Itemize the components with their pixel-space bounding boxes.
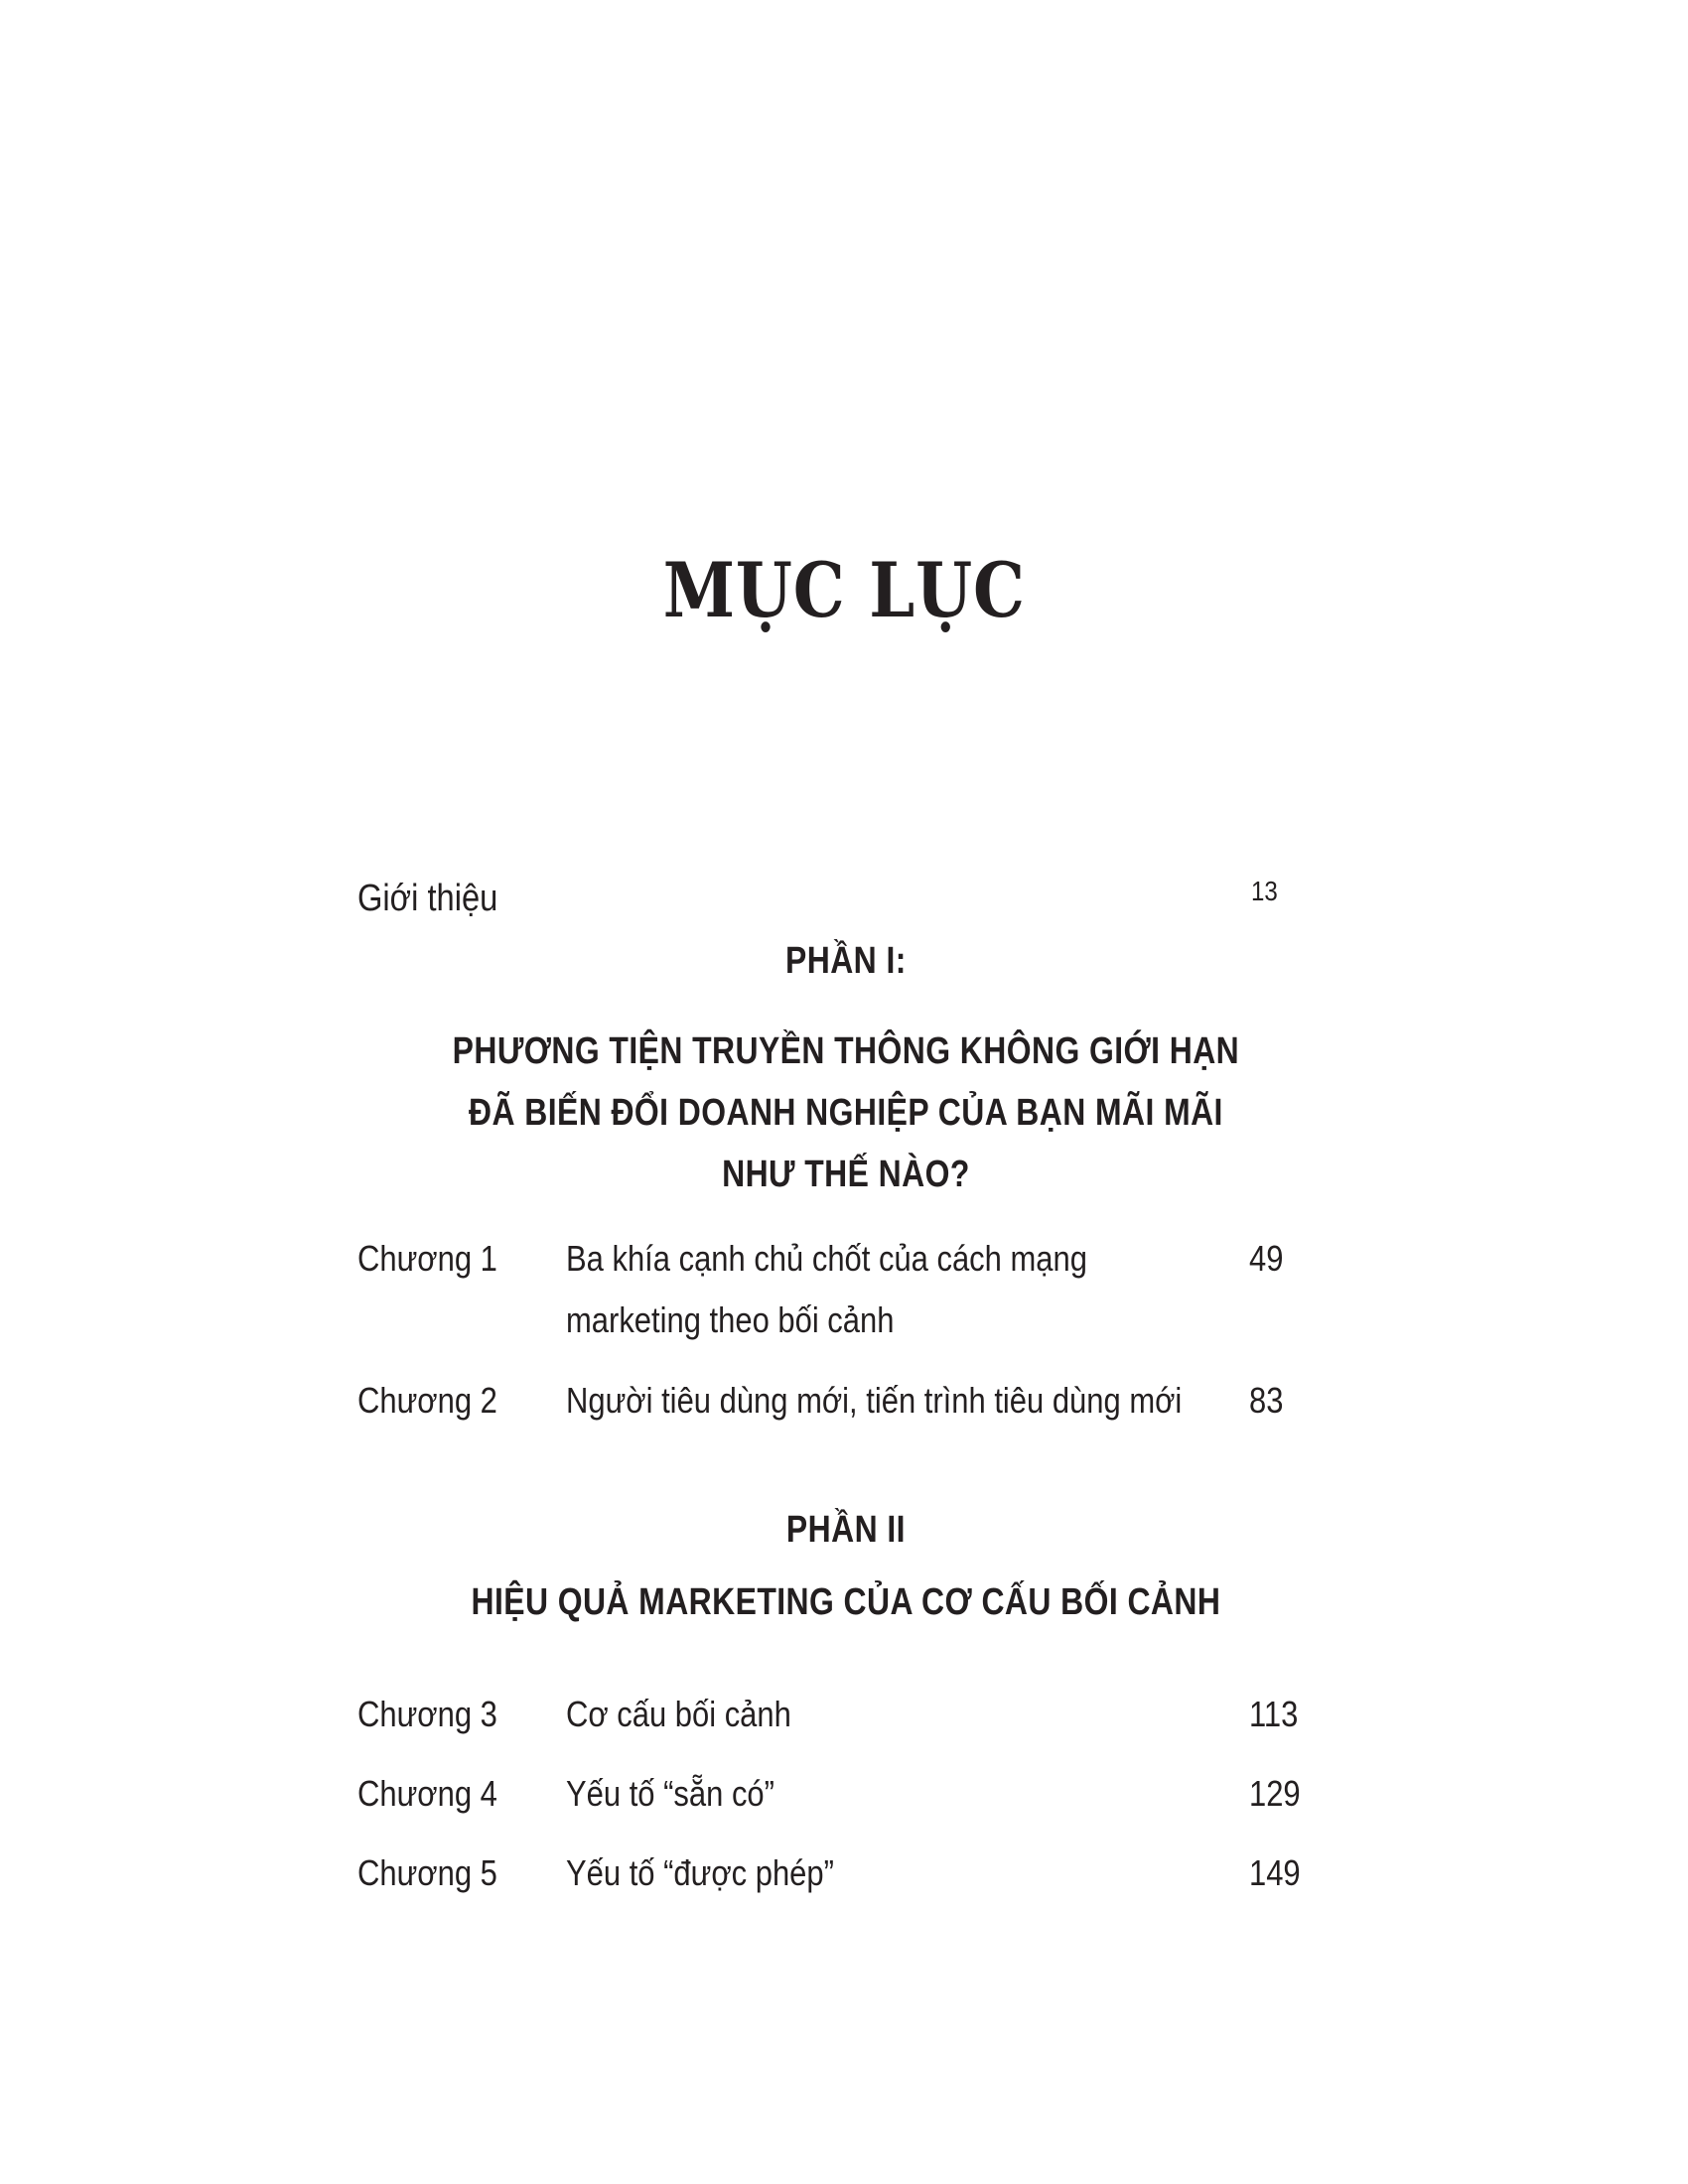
- toc-entry-intro[interactable]: Giới thiệu: [357, 878, 498, 919]
- toc-chapter-3-label[interactable]: Chương 3: [357, 1694, 497, 1734]
- page-title: MỤC LỤC: [662, 546, 1026, 634]
- toc-chapter-2-title[interactable]: Người tiêu dùng mới, tiến trình tiêu dùng mới: [566, 1380, 1183, 1421]
- toc-chapter-1-page: 49: [1249, 1238, 1284, 1279]
- part-2-title: HIỆU QUẢ MARKETING CỦA CƠ CẤU BỐI CẢNH: [471, 1581, 1221, 1623]
- toc-chapter-4-label[interactable]: Chương 4: [357, 1773, 497, 1814]
- toc-chapter-3-title[interactable]: Cơ cấu bối cảnh: [566, 1694, 791, 1734]
- toc-chapter-5-label[interactable]: Chương 5: [357, 1852, 497, 1893]
- part-1-title-line-2: ĐÃ BIẾN ĐỔI DOANH NGHIỆP CỦA BẠN MÃI MÃI: [468, 1092, 1223, 1134]
- toc-chapter-5-title[interactable]: Yếu tố “được phép”: [566, 1852, 834, 1893]
- toc-page-intro: 13: [1251, 876, 1278, 906]
- toc-chapter-1-label[interactable]: Chương 1: [357, 1238, 497, 1279]
- toc-chapter-2-page: 83: [1249, 1380, 1284, 1421]
- toc-chapter-1-title-line-1[interactable]: Ba khía cạnh chủ chốt của cách mạng: [566, 1238, 1087, 1279]
- part-1-title-line-1: PHƯƠNG TIỆN TRUYỀN THÔNG KHÔNG GIỚI HẠN: [452, 1030, 1240, 1072]
- toc-chapter-4-page: 129: [1249, 1773, 1301, 1814]
- part-2-label: PHẦN II: [785, 1509, 906, 1551]
- toc-chapter-3-page: 113: [1249, 1694, 1299, 1734]
- part-1-title-line-3: NHƯ THẾ NÀO?: [722, 1154, 970, 1195]
- toc-chapter-4-title[interactable]: Yếu tố “sẵn có”: [566, 1773, 774, 1814]
- toc-chapter-1-title-line-2[interactable]: marketing theo bối cảnh: [566, 1299, 895, 1340]
- toc-chapter-5-page: 149: [1249, 1852, 1301, 1893]
- part-1-label: PHẦN I:: [785, 940, 907, 982]
- toc-chapter-2-label[interactable]: Chương 2: [357, 1380, 497, 1421]
